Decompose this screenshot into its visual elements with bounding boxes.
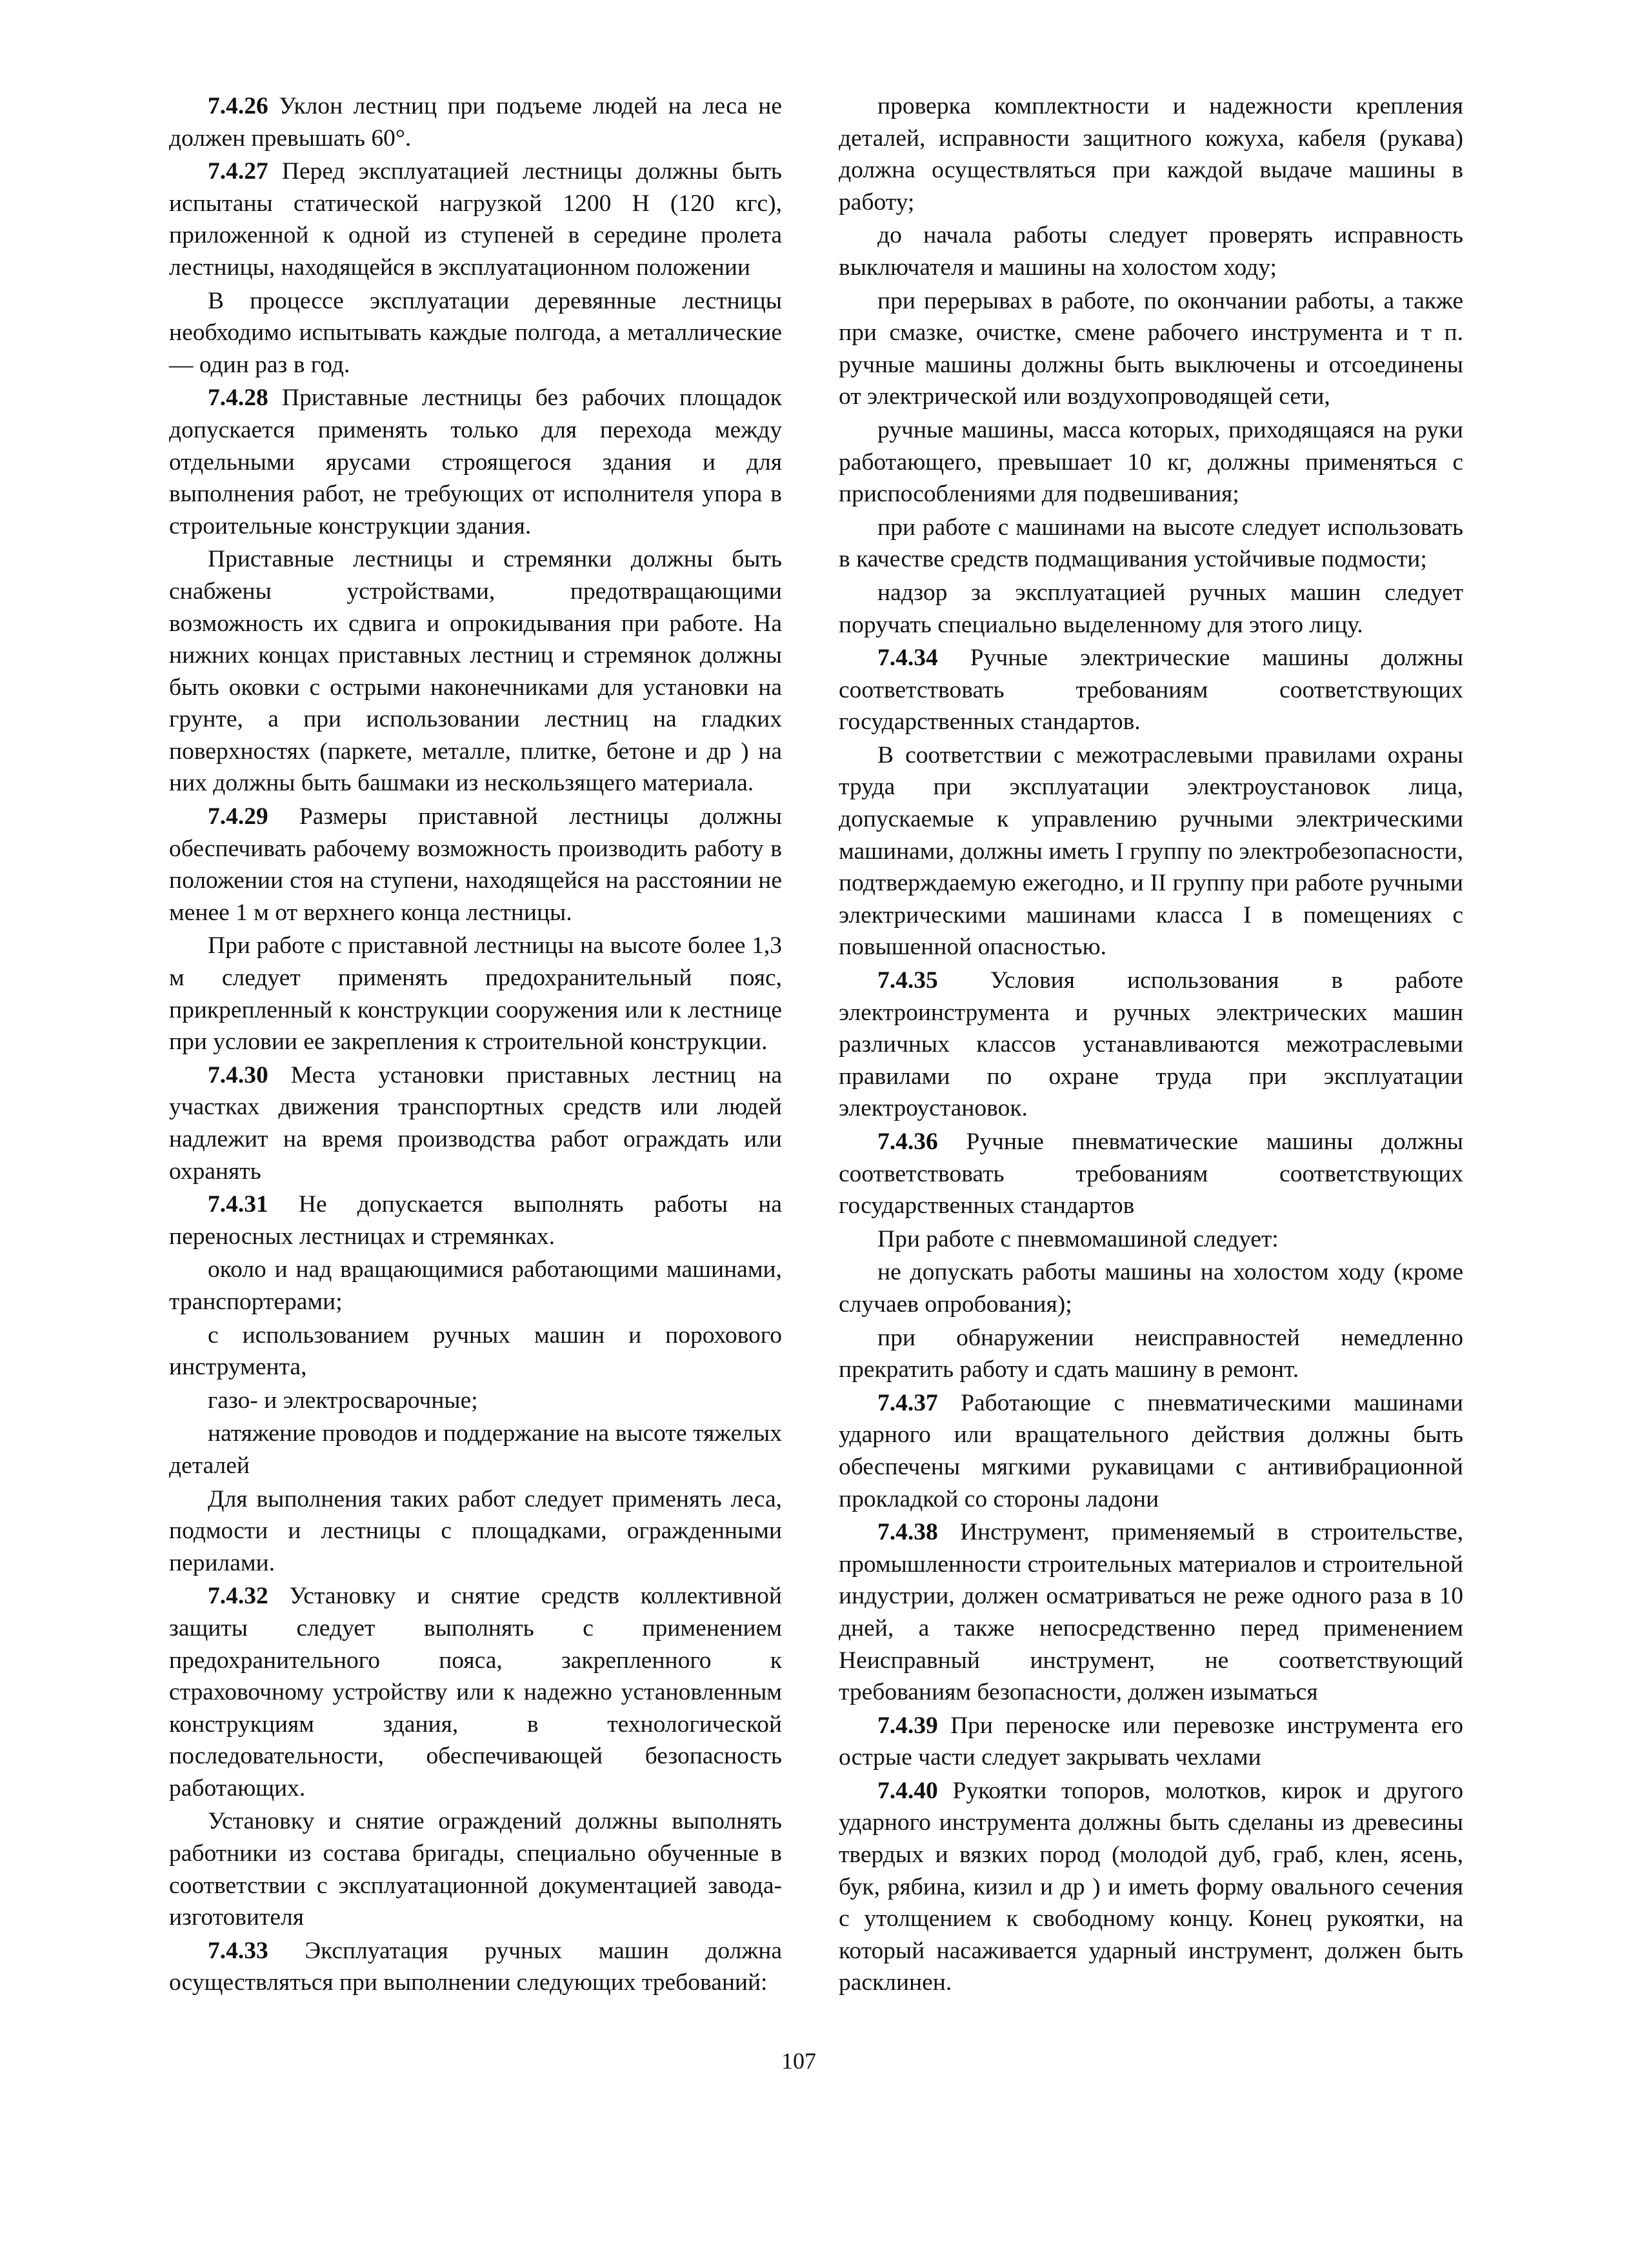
paragraph — [839, 965, 1463, 1125]
paragraph-text: надзор за эксплуатацией ручных машин следует поручать специально выделенному для этого лицу. — [839, 579, 1463, 638]
paragraph — [839, 1126, 1463, 1222]
paragraph-text: Ручные пневматические машины должны соответствовать требованиям соответствующих государственных стандартов — [839, 1129, 1463, 1219]
paragraph-text: Эксплуатация ручных машин должна осуществляться при выполнении следующих требований: — [169, 1937, 782, 1996]
paragraph-text: Размеры приставной лестницы должны обеспечивать рабочему возможность производить работу в положении стоя на ступени, находящейся на расстоянии не менее 1 м от верхнего конца лестницы. — [169, 803, 782, 926]
paragraph — [839, 642, 1463, 738]
paragraph-text: Рукоятки топоров, молотков, кирок и другого ударного инструмента должны быть сделаны из древесины твердых и вязких пород (молодой дуб, граб, клен, ясень, бук, рябина, кизил и др ) и иметь форму овального сечения с утолщением к свободному концу. Конец рукоятки, на который насаживается ударный инструмент, должен быть расклинен. — [839, 1777, 1463, 1996]
clause-number: 7.4.32 — [208, 1583, 268, 1610]
paragraph — [169, 930, 782, 1058]
paragraph — [839, 1322, 1463, 1386]
paragraph — [169, 285, 782, 381]
left-column — [169, 90, 782, 2000]
paragraph — [839, 1223, 1463, 1256]
paragraph — [169, 156, 782, 283]
paragraph — [169, 1580, 782, 1804]
paragraph — [169, 1483, 782, 1580]
paragraph — [839, 219, 1463, 283]
paragraph — [169, 1189, 782, 1252]
paragraph-text: газо- и электросварочные; — [208, 1387, 478, 1414]
clause-number: 7.4.35 — [877, 967, 938, 994]
paragraph — [839, 1710, 1463, 1774]
clause-number: 7.4.27 — [208, 158, 268, 185]
paragraph-text: до начала работы следует проверять исправность выключателя и машины на холостом ходу; — [839, 222, 1463, 281]
paragraph-text: при перерывах в работе, по окончании работы, а также при смазке, очистке, смене рабочего инструмента и т п. ручные машины должны быть выключены и отсоединены от электрической или воздухопроводящей сети, — [839, 287, 1463, 410]
paragraph-text: не допускать работы машины на холостом ходу (кроме случаев опробования); — [839, 1259, 1463, 1318]
paragraph-text: Не допускается выполнять работы на переносных лестницах и стремянках. — [169, 1191, 782, 1250]
clause-number: 7.4.33 — [208, 1937, 268, 1964]
paragraph-text: Для выполнения таких работ следует применять леса, подмости и лестницы с площадками, огражденными перилами. — [169, 1485, 782, 1576]
paragraph — [839, 739, 1463, 963]
paragraph-text: Перед эксплуатацией лестницы должны быть испытаны статической нагрузкой 1200 Н (120 кгс), приложенной к одной из ступеней в середине пролета лестницы, находящейся в эксплуатационном положении — [169, 158, 782, 281]
page-number: 107 — [781, 2048, 816, 2074]
paragraph — [839, 1387, 1463, 1515]
paragraph — [839, 1775, 1463, 1999]
paragraph — [839, 90, 1463, 218]
paragraph-text: Приставные лестницы и стремянки должны быть снабжены устройствами, предотвращающими возможность их сдвига и опрокидывания при работе. На нижних концах приставных лестниц и стремянок должны быть оковки с острыми наконечниками для установки на грунте, а при использовании лестниц на гладких поверхностях (паркете, металле, плитке, бетоне и др ) на них должны быть башмаки из нескользящего материала. — [169, 546, 782, 797]
paragraph-text: при работе с машинами на высоте следует использовать в качестве средств подмащивания устойчивые подмости; — [839, 514, 1463, 573]
clause-number: 7.4.28 — [208, 385, 268, 412]
paragraph — [839, 1256, 1463, 1320]
paragraph — [169, 1418, 782, 1481]
paragraph — [169, 382, 782, 542]
paragraph — [169, 543, 782, 799]
paragraph-text: В процессе эксплуатации деревянные лестницы необходимо испытывать каждые полгода, а металлические — один раз в год. — [169, 287, 782, 378]
paragraph — [169, 1805, 782, 1933]
paragraph-text: натяжение проводов и поддержание на высоте тяжелых деталей — [169, 1420, 782, 1479]
paragraph — [839, 577, 1463, 641]
paragraph-text: с использованием ручных машин и порохового инструмента, — [169, 1321, 782, 1381]
clause-number: 7.4.37 — [877, 1389, 938, 1416]
paragraph-text: Уклон лестниц при подъеме людей на леса не должен превышать 60°. — [169, 93, 782, 152]
paragraph — [839, 285, 1463, 413]
paragraph-text: Условия использования в работе электроинструмента и ручных электрических машин различных классов устанавливаются межотраслевыми правилами по охране труда при эксплуатации электроустановок. — [839, 967, 1463, 1122]
clause-number: 7.4.39 — [877, 1712, 938, 1739]
paragraph-text: около и над вращающимися работающими машинами, транспортерами; — [169, 1256, 782, 1315]
paragraph-text: Инструмент, применяемый в строительстве, промышленности строительных материалов и строительной индустрии, должен осматриваться не реже одного раза в 10 дней, а также непосредственно перед применением Неисправный инструмент, не соответствующий требованиям безопасности, должен изыматься — [839, 1519, 1463, 1706]
paragraph — [169, 801, 782, 928]
paragraph-text: Ручные электрические машины должны соответствовать требованиям соответствующих государственных стандартов. — [839, 645, 1463, 736]
paragraph-text: Места установки приставных лестниц на участках движения транспортных средств или людей надлежит на время производства работ ограждать или охранять — [169, 1061, 782, 1185]
paragraph — [839, 512, 1463, 576]
clause-number: 7.4.31 — [208, 1191, 268, 1218]
clause-number: 7.4.40 — [877, 1777, 938, 1804]
paragraph-text: При работе с пневмомашиной следует: — [877, 1225, 1279, 1252]
paragraph-text: В соответствии с межотраслевыми правилами охраны труда при эксплуатации электроустановок лица, допускаемые к управлению ручными электрическими машинами, должны иметь I группу по электробезопасности, подтверждаемую ежегодно, и II группу при работе ручными электрическими машинами класса I в помещениях с повышенной опасностью. — [839, 741, 1463, 961]
clause-number: 7.4.26 — [208, 93, 268, 119]
clause-number: 7.4.34 — [877, 645, 938, 672]
clause-number: 7.4.30 — [208, 1061, 268, 1089]
paragraph — [169, 1385, 782, 1417]
right-column — [839, 90, 1463, 2000]
paragraph-text: Установку и снятие ограждений должны выполнять работники из состава бригады, специально обученные в соответствии с эксплуатационной документацией завода-изготовителя — [169, 1808, 782, 1931]
paragraph-text: При переноске или перевозке инструмента его острые части следует закрывать чехлами — [839, 1712, 1463, 1771]
paragraph — [169, 1320, 782, 1383]
paragraph-text: Приставные лестницы без рабочих площадок допускается применять только для перехода между отдельными ярусами строящегося здания и для выполнения работ, не требующих от исполнителя упора в строительные конструкции здания. — [169, 385, 782, 539]
paragraph — [839, 414, 1463, 510]
clause-number: 7.4.38 — [877, 1519, 938, 1546]
paragraph — [169, 1935, 782, 1999]
paragraph-text: При работе с приставной лестницы на высоте более 1,3 м следует применять предохранительный пояс, прикрепленный к конструкции сооружения или к лестнице при условии ее закрепления к строительной конструкции. — [169, 932, 782, 1056]
clause-number: 7.4.36 — [877, 1129, 938, 1155]
paragraph-text: ручные машины, масса которых, приходящаяся на руки работающего, превышает 10 кг, должны применяться с приспособлениями для подвешивания; — [839, 416, 1463, 508]
clause-number: 7.4.29 — [208, 803, 268, 830]
paragraph — [839, 1516, 1463, 1709]
paragraph — [169, 90, 782, 154]
paragraph-text: Установку и снятие средств коллективной защиты следует выполнять с применением предохранительного пояса, закрепленного к страховочному устройству или к надежно установленным конструкциям здания, в технологической последовательности, обеспечивающей безопасность работающих. — [169, 1583, 782, 1801]
paragraph-text: при обнаружении неисправностей немедленно прекратить работу и сдать машину в ремонт. — [839, 1324, 1463, 1383]
paragraph — [169, 1254, 782, 1318]
paragraph-text: Работающие с пневматическими машинами ударного или вращательного действия должны быть обеспечены мягкими рукавицами с антивибрационной прокладкой со стороны ладони — [839, 1389, 1463, 1512]
paragraph-text: проверка комплектности и надежности крепления деталей, исправности защитного кожуха, кабеля (рукава) должна осуществляться при каждой выдаче машины в работу; — [839, 93, 1463, 216]
paragraph — [169, 1059, 782, 1187]
